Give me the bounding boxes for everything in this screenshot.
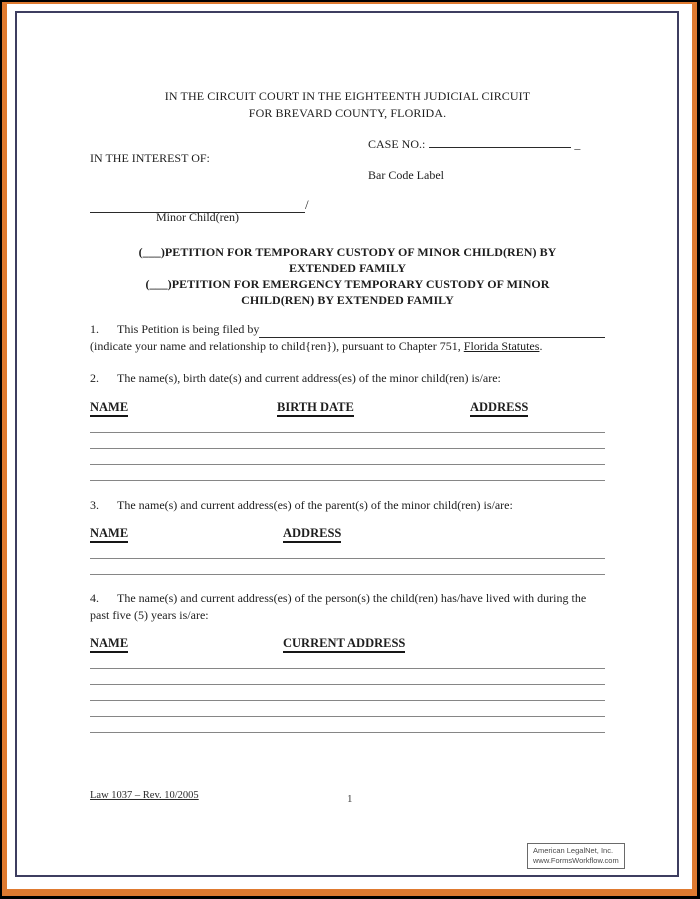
vendor-name: American LegalNet, Inc. [533, 846, 614, 855]
petition-title-line3: (___)PETITION FOR EMERGENCY TEMPORARY CUSTODY OF MINOR [145, 277, 550, 291]
minor-children-label: Minor Child(ren) [156, 210, 239, 224]
section-2-blank-lines [90, 417, 605, 481]
blank-fill-line [90, 717, 605, 733]
section-4-blank-lines [90, 653, 605, 733]
section-3-column-headers [90, 526, 605, 543]
form-revision-reference: Law 1037 – Rev. 10/2005 [90, 790, 199, 801]
section-2-column-headers [90, 400, 605, 417]
blank-fill-line [90, 559, 605, 575]
caption-slash: / [305, 197, 309, 212]
bar-code-label: Bar Code Label [368, 168, 444, 182]
form-content [17, 13, 677, 875]
column-header-address: ADDRESS [283, 526, 341, 543]
section-3: 3. The name(s) and current address(es) of the parent(s) of the minor child(ren) is/are: [90, 498, 513, 512]
section-1-line2 [90, 338, 605, 355]
section-1-line2-pre: (indicate your name and relationship to child{ren}), pursuant to Chapter 751, [90, 339, 464, 353]
column-header-name: NAME [90, 400, 128, 417]
blank-fill-line [90, 669, 605, 685]
case-number-blank [429, 136, 571, 148]
minor-children-blank-row [90, 196, 605, 212]
section-2: 2. The name(s), birth date(s) and current address(es) of the minor child(ren) is/are: [90, 371, 501, 385]
petition-title-line4: CHILD(REN) BY EXTENDED FAMILY [241, 293, 454, 307]
petition-title-line1: (___)PETITION FOR TEMPORARY CUSTODY OF MINOR CHILD(REN) BY [138, 245, 557, 259]
section-2-text: The name(s), birth date(s) and current address(es) of the minor child(ren) is/are: [117, 371, 501, 385]
blank-fill-line [90, 685, 605, 701]
case-number-tail-mark: _ [574, 137, 581, 151]
blank-fill-line [90, 543, 605, 559]
section-1-line1 [90, 321, 605, 338]
petition-title [90, 244, 605, 308]
case-number-label: CASE NO.: [368, 137, 426, 151]
column-header-name: NAME [90, 526, 128, 543]
filed-by-blank-line [259, 324, 605, 338]
section-4: 4. The name(s) and current address(es) of the person(s) the child(ren) has/have lived with during the past five (5) years is/are: [90, 591, 587, 622]
court-caption-line1: IN THE CIRCUIT COURT IN THE EIGHTEENTH JUDICIAL CIRCUIT [164, 89, 531, 103]
section-4-text: The name(s) and current address(es) of the person(s) the child(ren) has/have lived with during the past five (5) years is/are: [90, 591, 587, 622]
blank-fill-line [90, 465, 605, 481]
column-header-name: NAME [90, 636, 128, 653]
section-1 [90, 321, 605, 355]
section-3-text: The name(s) and current address(es) of the parent(s) of the minor child(ren) is/are: [117, 498, 513, 512]
case-number-row [368, 136, 580, 153]
blank-fill-line [90, 433, 605, 449]
section-1-number: 1. [90, 322, 99, 336]
florida-statutes-reference: Florida Statutes [463, 339, 540, 353]
section-4-column-headers [90, 636, 605, 653]
petition-title-line2: EXTENDED FAMILY [288, 261, 407, 275]
court-caption-line2: FOR BREVARD COUNTY, FLORIDA. [248, 105, 447, 120]
blank-fill-line [90, 653, 605, 669]
section-3-blank-lines [90, 543, 605, 575]
in-the-interest-of-label: IN THE INTEREST OF: [90, 151, 210, 165]
caption-block [90, 136, 605, 185]
section-1-line2-post: . [539, 339, 543, 353]
blank-fill-line [90, 701, 605, 717]
page-number: 1 [347, 793, 353, 805]
form-page [15, 11, 679, 877]
minor-children-caption [90, 196, 605, 225]
vendor-website: www.FormsWorkflow.com [533, 855, 619, 865]
column-header-current-address: CURRENT ADDRESS [283, 636, 405, 653]
column-header-birth-date: BIRTH DATE [277, 400, 354, 417]
court-caption [90, 88, 605, 121]
blank-fill-line [90, 417, 605, 433]
blank-fill-line [90, 449, 605, 465]
section-1-text: This Petition is being filed by [117, 322, 260, 336]
column-header-address: ADDRESS [470, 400, 528, 417]
vendor-stamp [527, 843, 625, 869]
